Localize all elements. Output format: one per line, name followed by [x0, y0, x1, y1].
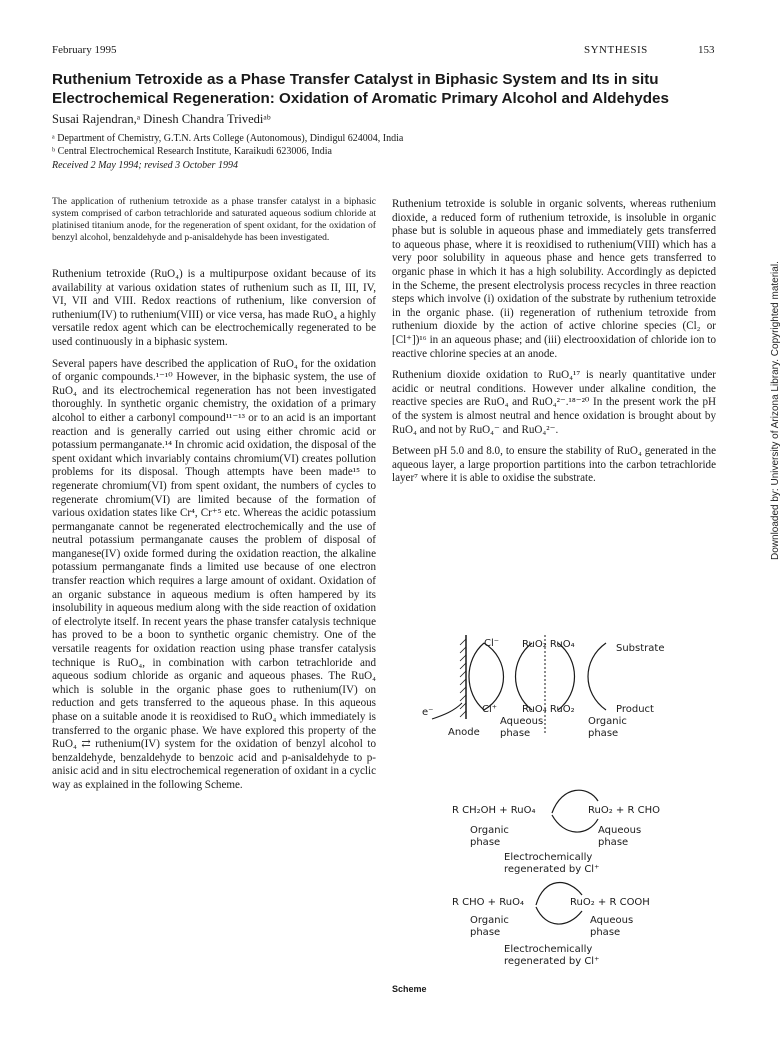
ru-top: RuO₂ RuO₄: [522, 639, 575, 650]
substrate-cycle: [588, 643, 606, 710]
reaction1-left: R CH₂OH + RuO₄: [452, 805, 536, 816]
received-dates: Received 2 May 1994; revised 3 October 1994: [52, 160, 238, 171]
substrate-label: Substrate: [616, 643, 665, 654]
reaction1-aqueous: Aqueous phase: [598, 825, 642, 848]
reaction1-regeneration: Electrochemically regenerated by Cl⁺: [504, 852, 600, 875]
reaction1-right: RuO₂ + R CHO: [588, 805, 660, 816]
affiliation-b: ᵇ Central Electrochemical Research Institute, Karaikudi 623006, India: [52, 146, 332, 157]
product-label: Product: [616, 704, 654, 715]
ru-cycle-left: [516, 643, 533, 710]
issue-date: February 1995: [52, 44, 117, 56]
download-notice: Downloaded by: University of Arizona Library. Copyrighted material.: [770, 261, 781, 560]
paragraph: Ruthenium tetroxide (RuO₄) is a multipurpose oxidant because of its availability at various oxidation states of ruthenium such as II, III, IV, VI, VII and VIII. Redox reactions of ruthenium, like conversion of ruthenium(IV) to ruthenium(VIII) or vice versa, has made RuO₄ a highly versatile redox agent which can be electrochemically regenerated to be used continuously in a biphasic system.: [52, 268, 376, 348]
scheme-caption: Scheme: [392, 984, 427, 994]
electron-label: e⁻: [422, 707, 434, 718]
reaction2-right: RuO₂ + R COOH: [570, 897, 650, 908]
anode-hatching: [460, 639, 466, 717]
affiliation-a: ᵃ Department of Chemistry, G.T.N. Arts College (Autonomous), Dindigul 624004, India: [52, 133, 404, 144]
author-list: Susai Rajendran,ᵃ Dinesh Chandra Trivediᵃᵇ: [52, 112, 271, 126]
reaction-scheme: [392, 615, 722, 980]
paragraph: Ruthenium tetroxide is soluble in organic solvents, whereas ruthenium dioxide, a reduced form of ruthenium tetroxide, is insoluble in organic phase but is soluble in aqueous phase and immediately gets transferred to aqueous phase, where it is reoxidised to ruthenium(VIII) which has a very poor solubility in aqueous phase and hence gets transferred to organic phase in which it has a high solubility. Accordingly as depicted in the Scheme, the present electrolysis process recycles in three reaction steps which involve (i) oxidation of the substrate by ruthenium tetroxide in the organic phase. (ii) regeneration of ruthenium tetroxide from ruthenium dioxide by the action of active chlorine species (Cl₂ or [Cl⁺])¹⁶ in an aqueous phase; and (iii) electrooxidation of chloride ion to reactive chlorine species at an anode.: [392, 198, 716, 360]
reaction2-aqueous: Aqueous phase: [590, 915, 634, 938]
reaction2-arrow-bottom: [536, 907, 582, 924]
reaction2-regeneration: Electrochemically regenerated by Cl⁺: [504, 944, 600, 967]
paragraph: Ruthenium dioxide oxidation to RuO₄¹⁷ is nearly quantitative under acidic or neutral conditions. However under alkaline condition, the reactive species are RuO₄ and RuO₄²⁻.¹⁸⁻²⁰ In the present work the pH of the system is almost neutral and hence oxidation is brought about by RuO₄ and not by RuO₄⁻ and RuO₄²⁻.: [392, 369, 716, 436]
article-title: Ruthenium Tetroxide as a Phase Transfer Catalyst in Biphasic System and Its in situ Electrochemical Regeneration: Oxidation of Aromatic Primary Alcohol and Aldehydes: [52, 71, 669, 107]
reaction1-arrow-bottom: [552, 815, 598, 832]
ru-cycle-right: [558, 643, 575, 710]
chloride-bottom: Cl⁺: [482, 704, 498, 715]
reaction2-organic: Organic phase: [470, 915, 509, 938]
paragraph: Between pH 5.0 and 8.0, to ensure the stability of RuO₄ generated in the aqueous layer, a large proportion partitions into the carbon tetrachloride layer⁷ where it is able to oxidise the substrate.: [392, 445, 716, 485]
aqueous-phase-label: Aqueous phase: [500, 716, 544, 739]
reaction2-left: R CHO + RuO₄: [452, 897, 524, 908]
ru-bottom: RuO₄ RuO₂: [522, 704, 575, 715]
paragraph: Several papers have described the application of RuO₄ for the oxidation of organic compounds.¹⁻¹⁰ However, in the biphasic system, the use of RuO₄ and its electrochemical regeneration has not been investigated thoroughly. In synthetic organic chemistry, the oxidation of a primary alcohol to either a carbonyl compound¹¹⁻¹³ or to an acid is an important reaction and is generally carried out using either chromic acid or potassium permanganate.¹⁴ In chromic acid oxidation, the disposal of the spent oxidant which invariably contains chromium(VI) creates pollution problems for its disposal. Though attempts have been made¹⁵ to regenerate chromium(VI) from spent oxidant, the numbers of cycles to regenerate chromium(VI) are limited because of the formation of various oxidation states like Cr⁴, Cr⁺⁵ etc. Whereas the acidic potassium permanganate cannot be regenerated electrochemically and the use of neutral potassium permanganate causes the problem of disposal of manganese(IV) oxide formed during the oxidation reaction, the alkaline potassium permanganate finds a limited use because of one electron transfer reaction which requires a large amount of oxidant. Oxidation of an organic substance in aqueous medium is often hampered by its insolubility in aqueous medium along with the side reaction of oxidation of electrolyte itself. In recent years the phase transfer catalysis technique has proved to be a boon to synthetic organic chemistry. One of the versatile reagents for oxidation reaction using phase transfer catalysis technique is RuO₄, in combination with carbon tetrachloride and aqueous sodium chloride as organic and aqueous phases. The RuO₄ which is soluble in the organic phase goes to ruthenium(IV) on reduction and gets transferred to the aqueous phase. In this aqueous phase on a suitable anode it is reoxidised to RuO₄ which immediately is transferred to the organic phase. We have explored this property of the RuO₄ ⇄ ruthenium(IV) system for the oxidation of benzyl alcohol to benzaldehyde, benzaldehyde to benzoic acid and p-anisaldehyde to p-anisic acid and in situ electrochemical regeneration of oxidant in a cyclic way as explained in the following Scheme.: [52, 357, 376, 791]
right-column: [392, 198, 716, 494]
anode-label: Anode: [448, 727, 480, 738]
journal-name: SYNTHESIS: [584, 44, 648, 56]
left-column: [52, 268, 376, 801]
page-number: 153: [698, 44, 715, 56]
chloride-cycle-right: [484, 643, 504, 710]
chloride-top: Cl⁻: [484, 638, 500, 649]
reaction1-organic: Organic phase: [470, 825, 509, 848]
abstract: The application of ruthenium tetroxide as a phase transfer catalyst in a biphasic system comprised of carbon tetrachloride and saturated aqueous sodium chloride at platinised titanium anode, for the regeneration of spent oxidant, for the oxidation of benzyl alcohol, benzaldehyde and p-anisaldehyde has been investigated.: [52, 196, 376, 243]
electron-arrow: [432, 703, 462, 719]
chloride-cycle-left: [469, 643, 484, 710]
organic-phase-label: Organic phase: [588, 716, 627, 739]
